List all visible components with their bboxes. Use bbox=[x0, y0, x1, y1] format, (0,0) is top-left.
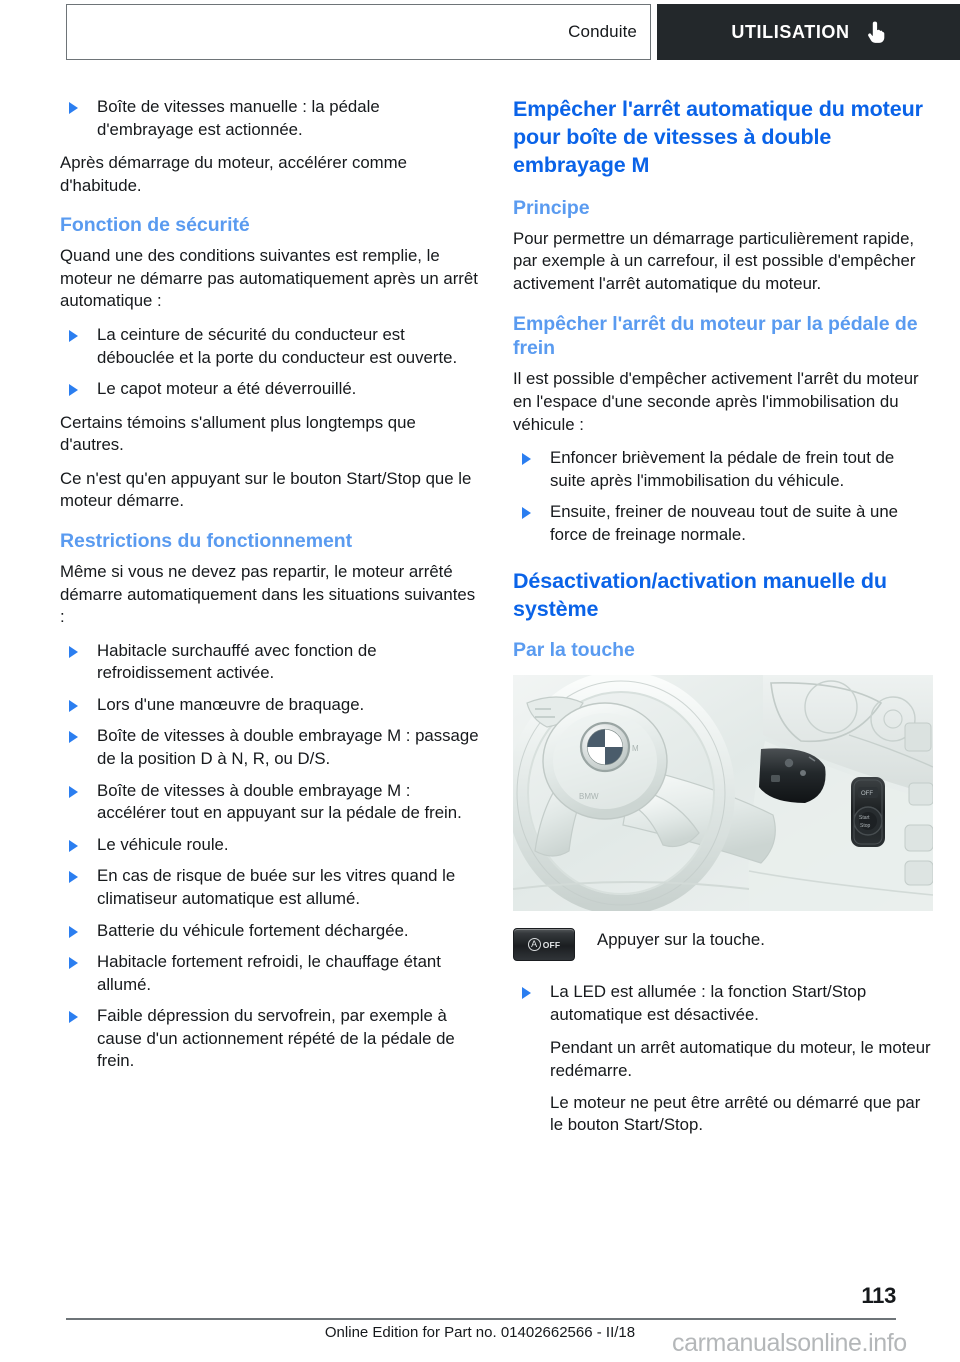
breadcrumb-label: Conduite bbox=[568, 22, 637, 41]
list-item bbox=[60, 951, 480, 996]
list-item-text: Enfoncer brièvement la pédale de frein tout de suite après l'immobilisation du véhicule. bbox=[550, 448, 895, 490]
svg-text:BMW: BMW bbox=[579, 792, 599, 802]
list-item bbox=[60, 780, 480, 825]
svg-text:OFF: OFF bbox=[861, 791, 873, 798]
list-item bbox=[60, 834, 480, 857]
svg-text:Stop: Stop bbox=[860, 823, 871, 830]
triangle-bullet-icon bbox=[69, 1011, 78, 1023]
triangle-bullet-icon bbox=[69, 871, 78, 883]
heading-desactivation-activation: Désactivation/activation manuelle du système bbox=[513, 569, 887, 622]
list-item bbox=[513, 981, 933, 1026]
triangle-bullet-icon bbox=[522, 453, 531, 465]
manual-toggle-subparagraph-2: Le moteur ne peut être arrêté ou démarré que par le bouton Start/Stop. bbox=[550, 1092, 921, 1135]
manual-toggle-bullet-list bbox=[513, 981, 933, 1026]
list-item-text: Habitacle fortement refroidi, le chauffage étant allumé. bbox=[97, 952, 441, 994]
page-header bbox=[0, 0, 960, 62]
triangle-bullet-icon bbox=[69, 330, 78, 342]
heading-principe: Principe bbox=[513, 196, 590, 219]
triangle-bullet-icon bbox=[69, 731, 78, 743]
list-item-text: Batterie du véhicule fortement déchargée. bbox=[97, 920, 409, 940]
svg-text:Start: Start bbox=[859, 815, 870, 822]
page-number: 113 bbox=[861, 1283, 896, 1308]
triangle-bullet-icon bbox=[69, 840, 78, 852]
list-item bbox=[60, 640, 480, 685]
list-item-text: Boîte de vitesses à double embrayage M : passage de la position D à N, R, ou D/S. bbox=[97, 726, 479, 769]
heading-fonction-de-securite: Fonction de sécurité bbox=[60, 214, 250, 237]
safety-lead-paragraph: Quand une des conditions suivantes est remplie, le moteur ne démarre pas automatiquement après un arrêt automatique : bbox=[60, 246, 478, 311]
triangle-bullet-icon bbox=[69, 786, 78, 798]
list-item bbox=[60, 725, 480, 770]
footer-divider bbox=[66, 1318, 896, 1320]
triangle-bullet-icon bbox=[69, 102, 78, 114]
list-item bbox=[60, 694, 480, 717]
list-item bbox=[513, 501, 933, 546]
triangle-bullet-icon bbox=[69, 700, 78, 712]
section-tab-label: UTILISATION bbox=[731, 21, 850, 42]
safety-paragraph-1: Certains témoins s'allument plus longtemps que d'autres. bbox=[60, 412, 416, 455]
list-item-text: En cas de risque de buée sur les vitres quand le climatiseur automatique est allumé. bbox=[97, 866, 456, 908]
section-tab bbox=[657, 4, 960, 60]
principe-paragraph: Pour permettre un démarrage particulièrement rapide, par exemple à un carrefour, il est possible d'empêcher activement l'arrêt automatique du moteur. bbox=[513, 228, 916, 293]
restrictions-bullet-list bbox=[60, 640, 480, 1073]
list-item bbox=[513, 447, 933, 492]
list-item bbox=[60, 96, 480, 141]
list-item-text: Le capot moteur a été déverrouillé. bbox=[97, 379, 357, 399]
list-item-text: Boîte de vitesses à double embrayage M : accélérer tout en appuyant sur la pédale de frein. bbox=[97, 780, 462, 823]
triangle-bullet-icon bbox=[69, 926, 78, 938]
heading-par-la-touche: Par la touche bbox=[513, 639, 635, 662]
triangle-bullet-icon bbox=[69, 957, 78, 969]
watermark: carmanualsonline.info bbox=[672, 1329, 907, 1357]
list-item bbox=[60, 1005, 480, 1073]
button-callout bbox=[513, 927, 933, 961]
list-item-text: Ensuite, freiner de nouveau tout de suite à une force de freinage normale. bbox=[550, 502, 898, 544]
list-item-text: Boîte de vitesses manuelle : la pédale d'embrayage est actionnée. bbox=[97, 97, 380, 139]
intro-paragraph: Après démarrage du moteur, accélérer comme d'habitude. bbox=[60, 153, 407, 195]
list-item-text: La ceinture de sécurité du conducteur est débouclée et la porte du conducteur est ouverte. bbox=[97, 325, 458, 367]
triangle-bullet-icon bbox=[522, 507, 531, 519]
edition-note: Online Edition for Part no. 01402662566 - II/18 bbox=[324, 1324, 636, 1341]
manual-toggle-subparagraph-1: Pendant un arrêt automatique du moteur, le moteur redémarre. bbox=[550, 1038, 931, 1081]
brake-pedal-lead-paragraph: Il est possible d'empêcher activement l'arrêt du moteur en l'espace d'une seconde après l'immobilisation du véhicule : bbox=[513, 369, 919, 434]
heading-empecher-arret-pedale-frein: Empêcher l'arrêt du moteur par la pédale de frein bbox=[513, 312, 918, 360]
safety-bullet-list bbox=[60, 324, 480, 401]
a-circle-icon: A bbox=[528, 938, 541, 951]
list-item-text: La LED est allumée : la fonction Start/Stop automatique est désactivée. bbox=[550, 982, 867, 1024]
button-caption: Appuyer sur la touche. bbox=[597, 930, 765, 950]
pointing-hand-icon bbox=[866, 20, 886, 44]
list-item bbox=[60, 324, 480, 369]
top-bullet-list bbox=[60, 96, 480, 141]
auto-start-stop-off-button[interactable] bbox=[513, 928, 575, 961]
off-label: OFF bbox=[542, 939, 561, 950]
safety-paragraph-2: Ce n'est qu'en appuyant sur le bouton Start/Stop que le moteur démarre. bbox=[60, 468, 472, 511]
triangle-bullet-icon bbox=[69, 384, 78, 396]
heading-restrictions-du-fonctionnement: Restrictions du fonctionnement bbox=[60, 530, 353, 553]
list-item-text: Faible dépression du servofrein, par exemple à cause d'un actionnement répété de la pédale de frein. bbox=[97, 1006, 455, 1071]
right-column bbox=[513, 96, 933, 1137]
triangle-bullet-icon bbox=[522, 987, 531, 999]
breadcrumb bbox=[66, 4, 651, 60]
svg-text:M: M bbox=[632, 744, 639, 754]
list-item-text: Lors d'une manœuvre de braquage. bbox=[97, 694, 365, 714]
left-column bbox=[60, 96, 480, 1084]
triangle-bullet-icon bbox=[69, 646, 78, 658]
restrictions-lead-paragraph: Même si vous ne devez pas repartir, le moteur arrêté démarre automatiquement dans les situations suivantes : bbox=[60, 562, 476, 627]
list-item bbox=[60, 378, 480, 401]
page-title: Empêcher l'arrêt automatique du moteur pour boîte de vitesses à double embrayage M bbox=[513, 97, 923, 177]
list-item-text: Habitacle surchauffé avec fonction de refroidissement activée. bbox=[97, 640, 377, 683]
list-item bbox=[60, 920, 480, 943]
steering-wheel-illustration bbox=[513, 675, 933, 911]
brake-pedal-bullet-list bbox=[513, 447, 933, 546]
list-item-text: Le véhicule roule. bbox=[97, 834, 229, 854]
list-item bbox=[60, 865, 480, 910]
